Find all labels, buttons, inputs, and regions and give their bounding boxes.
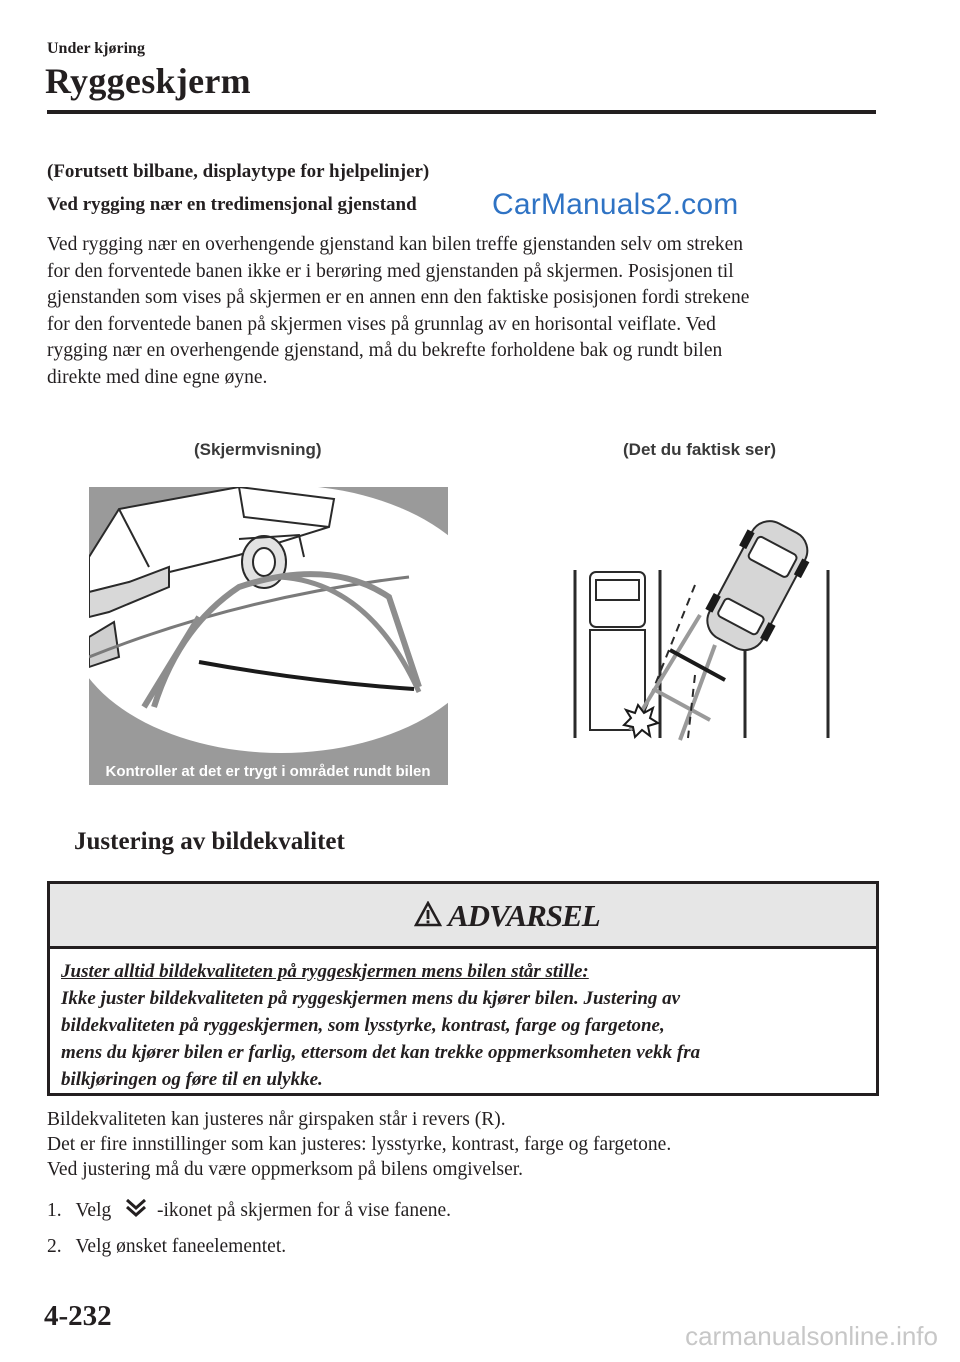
warning-header — [50, 884, 876, 949]
step-2 — [47, 1236, 286, 1258]
screen-banner-text: Kontroller at det er trygt i området rundt bilen — [105, 763, 431, 780]
paragraph-line: for den forventede banen ikke er i berøring med gjenstanden på skjermen. Posisjonen til — [47, 260, 734, 282]
step-text: -ikonet på skjermen for å vise fanene. — [157, 1200, 452, 1221]
paragraph-line: Ved rygging nær en overhengende gjenstand kan bilen treffe gjenstanden selv om streken — [47, 234, 744, 255]
subheading-3d-object: Ved rygging nær en tredimensjonal gjenstand — [47, 194, 417, 215]
chevron-down-icon — [124, 1197, 148, 1219]
warning-triangle-icon — [414, 901, 442, 927]
step-1 — [47, 1197, 451, 1222]
body-line: Ved justering må du være oppmerksom på bilens omgivelser. — [47, 1159, 524, 1180]
page-title: Ryggeskjerm — [45, 61, 251, 101]
body-line: Det er fire innstillinger som kan justeres: lysstyrke, kontrast, farge og fargetone. — [47, 1134, 672, 1155]
warning-box — [47, 881, 879, 1096]
warning-line: mens du kjører bilen er farlig, ettersom det kan trekke oppmerksomheten vekk fra — [61, 1042, 701, 1063]
adjustment-paragraph — [47, 1107, 877, 1182]
warning-line: bilkjøringen og føre til en ulykke. — [61, 1069, 323, 1090]
paragraph-line: rygging nær en overhengende gjenstand, må du bekrefte forholdene bak og rundt bilen — [47, 340, 723, 361]
site-watermark: carmanualsonline.info — [685, 1321, 938, 1351]
page-number: 4-232 — [44, 1300, 112, 1332]
subheading-mode: (Forutsett bilbane, displaytype for hjelpelinjer) — [47, 161, 430, 182]
camera-screen-illustration — [89, 487, 448, 785]
caption-actual-view: (Det du faktisk ser) — [623, 440, 777, 459]
section-label: Under kjøring — [47, 40, 145, 57]
step-number: 1. — [47, 1200, 62, 1221]
caption-screen-view: (Skjermvisning) — [194, 440, 322, 459]
intro-paragraph — [47, 232, 877, 391]
top-view-illustration — [560, 500, 840, 750]
warning-body — [61, 958, 861, 1093]
title-rule — [47, 110, 876, 114]
watermark-logo: CarManuals2.com — [492, 188, 739, 221]
warning-lead: Juster alltid bildekvaliteten på ryggeskjermen mens bilen står stille: — [61, 961, 589, 982]
step-text: Velg ønsket faneelementet. — [75, 1236, 287, 1257]
warning-line: Ikke juster bildekvaliteten på ryggeskjermen mens du kjører bilen. Justering av — [61, 988, 681, 1009]
section-heading: Justering av bildekvalitet — [74, 828, 345, 855]
paragraph-line: direkte med dine egne øyne. — [47, 366, 268, 388]
paragraph-line: gjenstanden som vises på skjermen er en annen enn den faktiske posisjonen fordi strekene — [47, 287, 750, 308]
paragraph-line: for den forventede banen på skjermen vises på grunnlag av en horisontal veiflate. Ved — [47, 313, 716, 335]
step-text: Velg — [75, 1200, 112, 1221]
step-number: 2. — [47, 1236, 62, 1257]
warning-title: ADVARSEL — [448, 898, 600, 933]
warning-line: bildekvaliteten på ryggeskjermen, som lysstyrke, kontrast, farge og fargetone, — [61, 1015, 665, 1036]
body-line: Bildekvaliteten kan justeres når girspaken står i revers (R). — [47, 1109, 506, 1130]
